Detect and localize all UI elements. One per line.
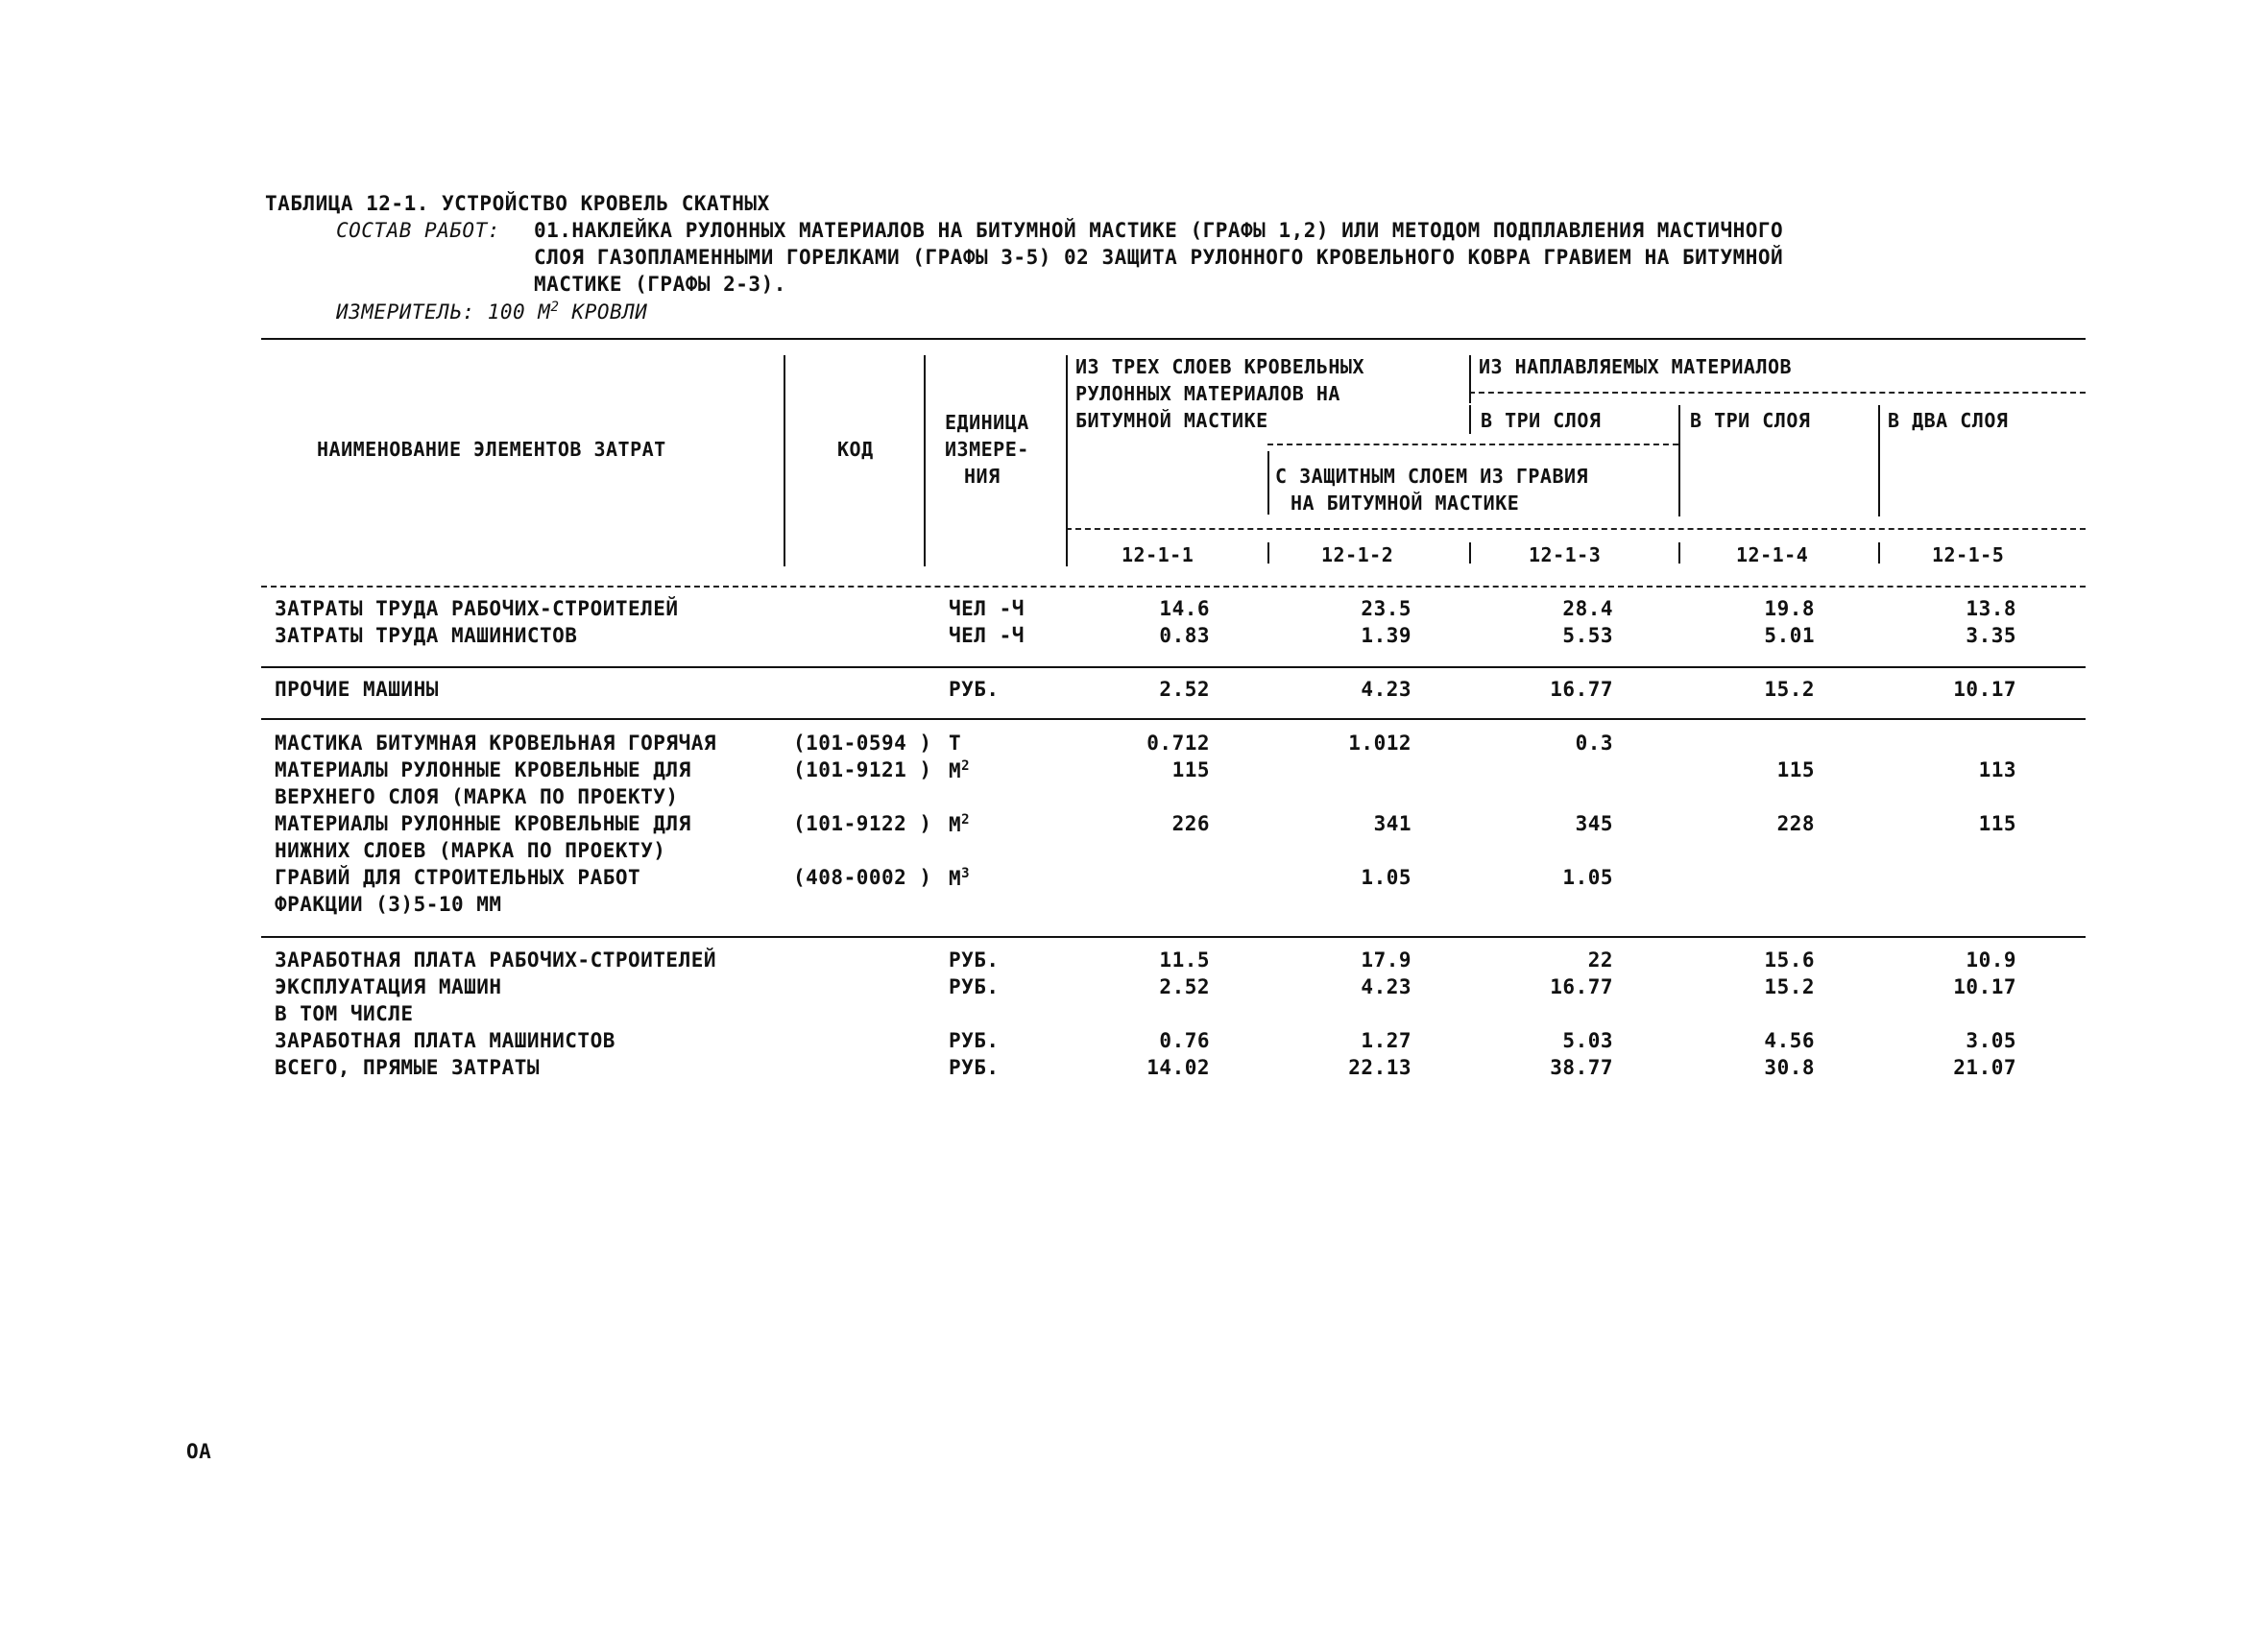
- row-name: ЗАТРАТЫ ТРУДА РАБОЧИХ-СТРОИТЕЛЕЙ: [275, 597, 679, 620]
- row-value: 1.05: [1562, 866, 1613, 889]
- row-value: 5.03: [1562, 1029, 1613, 1052]
- row-value: 3.05: [1966, 1029, 2016, 1052]
- group1-l3: БИТУМНОЙ МАСТИКЕ: [1075, 409, 1268, 432]
- row-unit: РУБ.: [949, 975, 1000, 998]
- row-value: 2.52: [1159, 975, 1210, 998]
- group2-c5: В ДВА СЛОЯ: [1888, 409, 2009, 432]
- row-value: 1.39: [1361, 624, 1411, 647]
- row-unit: ЧЕЛ -Ч: [949, 597, 1025, 620]
- row-value: 14.6: [1159, 597, 1210, 620]
- vbar-sub: [1267, 451, 1269, 515]
- sub-rule: [1267, 444, 1678, 445]
- meter-sup: 2: [550, 300, 560, 315]
- sub-l1: С ЗАЩИТНЫМ СЛОЕМ ИЗ ГРАВИЯ: [1275, 465, 1589, 488]
- vbar-g2: [1469, 355, 1471, 403]
- section-rule-1: [261, 666, 2086, 668]
- table-title: ТАБЛИЦА 12-1. УСТРОЙСТВО КРОВЕЛЬ СКАТНЫХ: [265, 192, 770, 215]
- meter-value: 100 М: [487, 300, 551, 324]
- vbar-name: [784, 355, 785, 566]
- work-line-3: МАСТИКЕ (ГРАФЫ 2-3).: [534, 273, 786, 296]
- vbar-code2: [1267, 542, 1269, 564]
- row-value: 16.77: [1550, 975, 1613, 998]
- vbar-code4: [1678, 542, 1680, 564]
- row-value: 1.27: [1361, 1029, 1411, 1052]
- row-name: НИЖНИХ СЛОЕВ (МАРКА ПО ПРОЕКТУ): [275, 839, 666, 862]
- row-value: 228: [1776, 812, 1815, 835]
- vbar-c5: [1878, 405, 1880, 516]
- row-value: 345: [1575, 812, 1613, 835]
- row-value: 4.23: [1361, 975, 1411, 998]
- section-rule-2: [261, 718, 2086, 720]
- row-value: 0.76: [1159, 1029, 1210, 1052]
- vbar-code: [924, 355, 926, 566]
- meter-label: ИЗМЕРИТЕЛЬ:: [336, 300, 475, 324]
- row-unit: РУБ.: [949, 948, 1000, 972]
- work-label: СОСТАВ РАБОТ:: [336, 219, 500, 242]
- row-unit: ЧЕЛ -Ч: [949, 624, 1025, 647]
- row-name: ВСЕГО, ПРЯМЫЕ ЗАТРАТЫ: [275, 1056, 541, 1079]
- row-value: 113: [1978, 758, 2016, 781]
- vbar-code3: [1469, 542, 1471, 564]
- vbar-unit: [1066, 355, 1068, 566]
- row-value: 15.6: [1764, 948, 1815, 972]
- group2-c4: В ТРИ СЛОЯ: [1690, 409, 1811, 432]
- row-name: ВЕРХНЕГО СЛОЯ (МАРКА ПО ПРОЕКТУ): [275, 785, 679, 808]
- row-code: (408-0002 ): [793, 866, 932, 889]
- row-value: 115: [1776, 758, 1815, 781]
- col-unit-2: ИЗМЕРЕ-: [945, 438, 1029, 461]
- row-value: 226: [1171, 812, 1210, 835]
- row-value: 10.9: [1966, 948, 2016, 972]
- row-unit: $М^2$: [949, 812, 971, 836]
- row-name: ГРАВИЙ ДЛЯ СТРОИТЕЛЬНЫХ РАБОТ: [275, 866, 641, 889]
- code-12-1-1: 12-1-1: [1122, 543, 1194, 566]
- row-value: 4.23: [1361, 678, 1411, 701]
- row-name: ЗАРАБОТНАЯ ПЛАТА МАШИНИСТОВ: [275, 1029, 615, 1052]
- header-bottom-rule: [261, 586, 2086, 588]
- row-value: 115: [1171, 758, 1210, 781]
- group2-c3: В ТРИ СЛОЯ: [1481, 409, 1602, 432]
- row-value: 22.13: [1348, 1056, 1411, 1079]
- row-code: (101-9122 ): [793, 812, 932, 835]
- code-12-1-2: 12-1-2: [1321, 543, 1394, 566]
- row-value: 2.52: [1159, 678, 1210, 701]
- row-value: 5.01: [1764, 624, 1815, 647]
- row-name: МАТЕРИАЛЫ РУЛОННЫЕ КРОВЕЛЬНЫЕ ДЛЯ: [275, 758, 691, 781]
- row-value: 1.05: [1361, 866, 1411, 889]
- codes-rule: [1066, 528, 2086, 530]
- group2: ИЗ НАПЛАВЛЯЕМЫХ МАТЕРИАЛОВ: [1479, 355, 1793, 378]
- row-value: 0.712: [1146, 732, 1210, 755]
- row-unit: РУБ.: [949, 1056, 1000, 1079]
- col-code: КОД: [837, 438, 874, 461]
- row-unit: $М^3$: [949, 866, 971, 890]
- group1-l2: РУЛОННЫХ МАТЕРИАЛОВ НА: [1075, 382, 1340, 405]
- section-rule-3: [261, 936, 2086, 938]
- row-value: 341: [1373, 812, 1411, 835]
- work-line-2: СЛОЯ ГАЗОПЛАМЕННЫМИ ГОРЕЛКАМИ (ГРАФЫ 3-5) 02 ЗАЩИТА РУЛОННОГО КРОВЕЛЬНОГО КОВРА ГРАВИЕМ НА БИТУМНОЙ: [534, 246, 1784, 269]
- group2-rule: [1469, 392, 2086, 394]
- row-value: 3.35: [1966, 624, 2016, 647]
- row-value: 19.8: [1764, 597, 1815, 620]
- row-value: 38.77: [1550, 1056, 1613, 1079]
- work-line-1: 01.НАКЛЕЙКА РУЛОННЫХ МАТЕРИАЛОВ НА БИТУМНОЙ МАСТИКЕ (ГРАФЫ 1,2) ИЛИ МЕТОДОМ ПОДПЛАВЛЕНИЯ МАСТИЧНОГО: [534, 219, 1784, 242]
- row-name: В ТОМ ЧИСЛЕ: [275, 1002, 414, 1025]
- row-unit: РУБ.: [949, 678, 1000, 701]
- row-value: 28.4: [1562, 597, 1613, 620]
- row-value: 16.77: [1550, 678, 1613, 701]
- row-value: 15.2: [1764, 975, 1815, 998]
- row-value: 1.012: [1348, 732, 1411, 755]
- row-code: (101-9121 ): [793, 758, 932, 781]
- row-value: 4.56: [1764, 1029, 1815, 1052]
- row-value: 10.17: [1953, 975, 2016, 998]
- row-unit: Т: [949, 732, 962, 755]
- row-value: 30.8: [1764, 1056, 1815, 1079]
- row-value: 0.3: [1575, 732, 1613, 755]
- row-value: 17.9: [1361, 948, 1411, 972]
- row-value: 5.53: [1562, 624, 1613, 647]
- row-name: МАТЕРИАЛЫ РУЛОННЫЕ КРОВЕЛЬНЫЕ ДЛЯ: [275, 812, 691, 835]
- row-name: ФРАКЦИИ (3)5-10 ММ: [275, 893, 502, 916]
- row-value: 23.5: [1361, 597, 1411, 620]
- row-unit: $М^2$: [949, 758, 971, 782]
- code-12-1-4: 12-1-4: [1736, 543, 1809, 566]
- row-name: МАСТИКА БИТУМНАЯ КРОВЕЛЬНАЯ ГОРЯЧАЯ: [275, 732, 717, 755]
- col-unit-1: ЕДИНИЦА: [945, 411, 1029, 434]
- row-value: 14.02: [1146, 1056, 1210, 1079]
- row-code: (101-0594 ): [793, 732, 932, 755]
- row-name: ЗАРАБОТНАЯ ПЛАТА РАБОЧИХ-СТРОИТЕЛЕЙ: [275, 948, 717, 972]
- row-value: 0.83: [1159, 624, 1210, 647]
- row-unit: РУБ.: [949, 1029, 1000, 1052]
- row-value: 11.5: [1159, 948, 1210, 972]
- code-12-1-5: 12-1-5: [1932, 543, 2005, 566]
- row-value: 15.2: [1764, 678, 1815, 701]
- col-unit-3: НИЯ: [964, 465, 1001, 488]
- meter-tail: КРОВЛИ: [571, 300, 648, 324]
- vbar-code5: [1878, 542, 1880, 564]
- sub-l2: НА БИТУМНОЙ МАСТИКЕ: [1291, 492, 1520, 515]
- row-name: ЭКСПЛУАТАЦИЯ МАШИН: [275, 975, 502, 998]
- row-name: ПРОЧИЕ МАШИНЫ: [275, 678, 439, 701]
- row-value: 13.8: [1966, 597, 2016, 620]
- page-mark: ОА: [186, 1440, 212, 1463]
- table-top-rule: [261, 338, 2086, 340]
- row-unit-sup: 2: [961, 812, 971, 828]
- row-value: 10.17: [1953, 678, 2016, 701]
- row-unit-sup: 3: [961, 866, 971, 881]
- row-name: ЗАТРАТЫ ТРУДА МАШИНИСТОВ: [275, 624, 578, 647]
- row-unit-sup: 2: [961, 758, 971, 774]
- group1-l1: ИЗ ТРЕХ СЛОЕВ КРОВЕЛЬНЫХ: [1075, 355, 1364, 378]
- row-value: 115: [1978, 812, 2016, 835]
- row-value: 21.07: [1953, 1056, 2016, 1079]
- meter: [336, 300, 647, 324]
- code-12-1-3: 12-1-3: [1529, 543, 1602, 566]
- vbar-c4: [1678, 405, 1680, 516]
- row-value: 22: [1587, 948, 1613, 972]
- vbar-g2b: [1469, 405, 1471, 434]
- col-name: НАИМЕНОВАНИЕ ЭЛЕМЕНТОВ ЗАТРАТ: [317, 438, 666, 461]
